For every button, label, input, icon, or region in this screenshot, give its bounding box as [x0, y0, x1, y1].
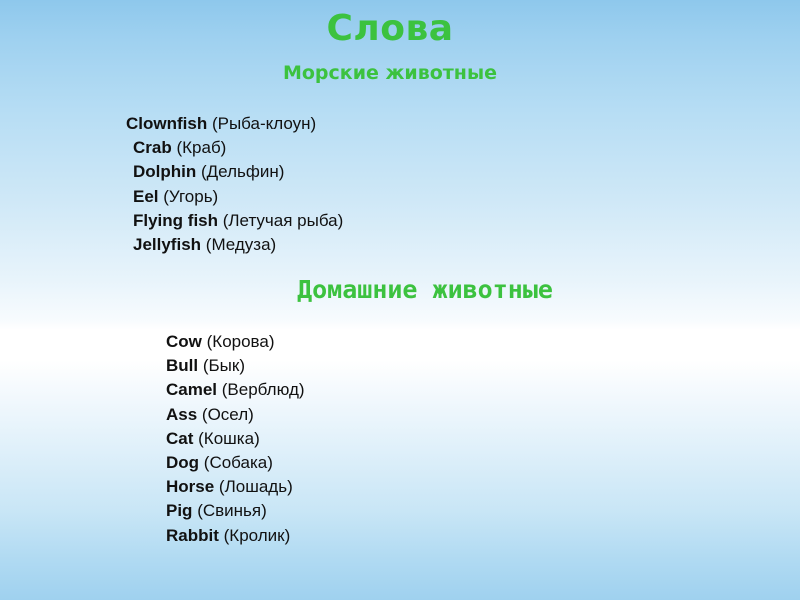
word-en: Bull — [166, 356, 199, 376]
word-en: Jellyfish — [133, 235, 202, 255]
list-item — [166, 451, 305, 475]
word-ru: (Дельфин) — [201, 162, 285, 182]
list-item — [126, 185, 343, 209]
word-en: Horse — [166, 477, 215, 497]
word-en: Pig — [166, 501, 193, 521]
word-en: Cow — [166, 332, 202, 351]
word-en: Camel — [166, 380, 218, 400]
word-ru: (Кролик) — [223, 525, 291, 545]
word-ru: (Свинья) — [197, 501, 267, 521]
word-en: Cat — [166, 428, 194, 448]
list-item — [166, 378, 305, 402]
sea-animals-list — [126, 112, 343, 257]
word-ru: (Собака) — [203, 453, 273, 473]
word-ru: (Медуза) — [205, 235, 277, 255]
list-item — [126, 112, 343, 136]
list-item — [126, 209, 343, 233]
word-ru: (Летучая рыба) — [222, 210, 344, 230]
word-en: Dog — [166, 453, 200, 473]
word-ru: (Осел) — [201, 404, 254, 424]
word-ru: (Корова) — [206, 332, 275, 351]
word-ru: (Рыба-клоун) — [211, 114, 317, 133]
word-en: Flying fish — [133, 210, 218, 230]
word-en: Clownfish — [126, 114, 208, 133]
word-en: Dolphin — [133, 162, 197, 182]
word-ru: (Краб) — [176, 138, 227, 158]
word-en: Crab — [133, 138, 172, 158]
list-item — [126, 233, 343, 257]
slide-title: Слова — [326, 8, 454, 49]
home-animals-list — [166, 330, 305, 548]
list-item — [126, 160, 343, 184]
word-ru: (Бык) — [202, 356, 245, 376]
list-item — [166, 524, 305, 548]
list-item — [166, 403, 305, 427]
list-item — [126, 136, 343, 160]
sea-animals-heading: Морские животные — [282, 62, 498, 84]
list-item — [166, 330, 305, 354]
home-animals-heading: Домашние животные — [297, 275, 553, 304]
list-item — [166, 475, 305, 499]
word-ru: (Угорь) — [163, 186, 219, 206]
list-item — [166, 427, 305, 451]
list-item — [166, 354, 305, 378]
word-en: Ass — [166, 404, 198, 424]
word-ru: (Кошка) — [198, 428, 260, 448]
word-ru: (Лошадь) — [218, 477, 293, 497]
word-ru: (Верблюд) — [221, 380, 305, 400]
word-en: Eel — [133, 186, 159, 206]
list-item — [166, 499, 305, 523]
word-en: Rabbit — [166, 525, 219, 545]
